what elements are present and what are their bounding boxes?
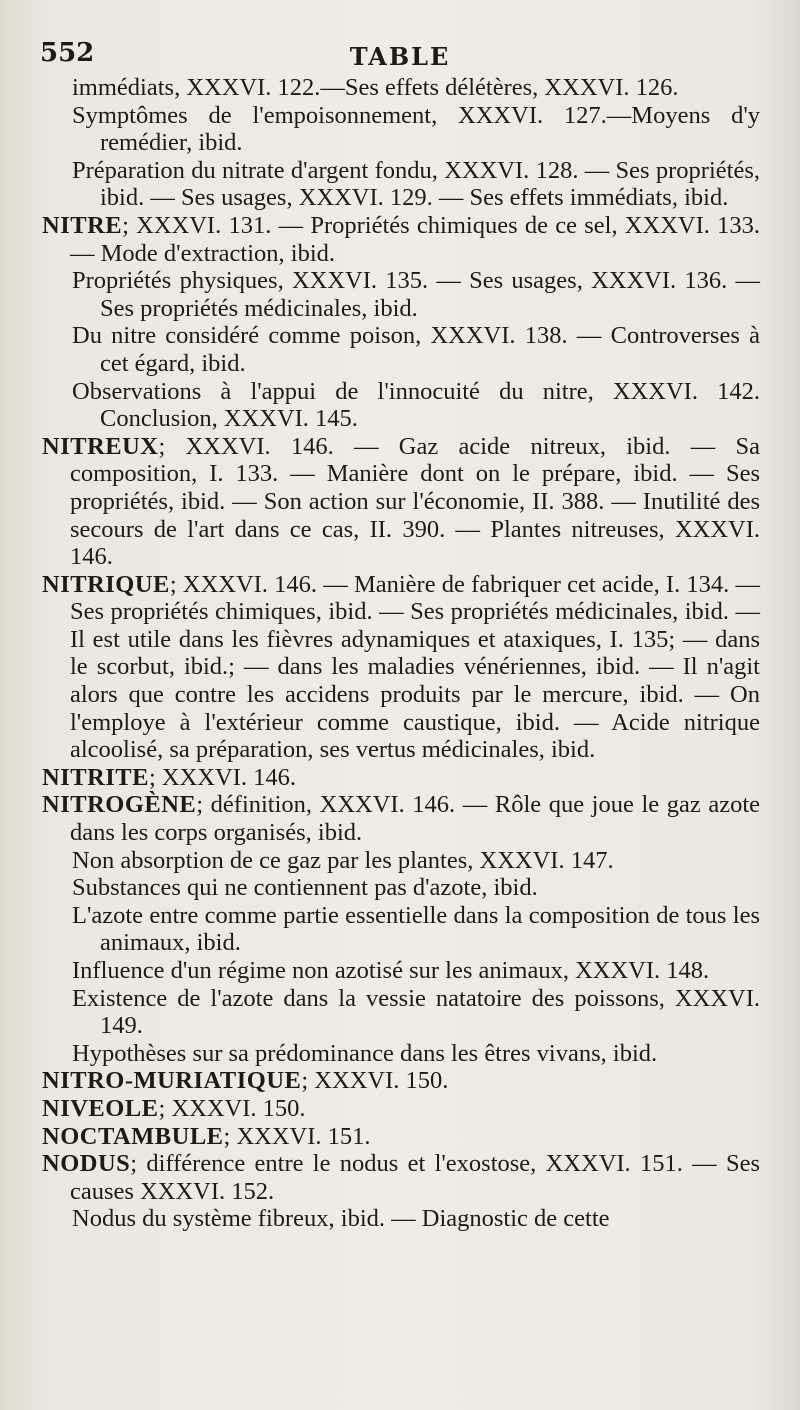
- entry-text: Préparation du nitrate d'argent fondu, XXXVI. 128. — Ses propriétés, ibid. — Ses usages, XXXVI. 129. — Ses effets immédiats, ibid.: [72, 156, 760, 212]
- index-sub-entry: [42, 102, 760, 157]
- index-sub-entry: [42, 1040, 760, 1068]
- entry-headword: NITRITE: [42, 763, 149, 791]
- index-sub-entry: [42, 874, 760, 902]
- index-main-entry: [42, 1095, 760, 1123]
- index-main-entry: [42, 1123, 760, 1151]
- index-sub-entry: [42, 157, 760, 212]
- entry-headword: NITROGÈNE: [42, 791, 197, 819]
- index-sub-entry: [42, 267, 760, 322]
- entry-text: Existence de l'azote dans la vessie natatoire des poissons, XXXVI. 149.: [72, 984, 760, 1040]
- index-sub-entry: [42, 378, 760, 433]
- index-sub-entry: [42, 847, 760, 875]
- entry-text: Observations à l'appui de l'innocuité du nitre, XXXVI. 142. Conclusion, XXXVI. 145.: [72, 377, 760, 433]
- entry-headword: NOCTAMBULE: [42, 1122, 224, 1150]
- index-entries: [42, 74, 760, 1233]
- index-sub-entry: [42, 322, 760, 377]
- entry-text: ; XXXVI. 146. — Manière de fabriquer cet acide, I. 134. — Ses propriétés chimiques, ibid. — Ses propriétés médicinales, ibid. — Il est utile dans les fièvres adynamiques et ataxiques, I. 135; — dans le scorbut, ibid.; — dans les maladies vénériennes, ibid. — Il n'agit alors que contre les accidens produits par le mercure, ibid. — On l'employe à l'extérieur comme caustique, ibid. — Acide nitrique alcoolisé, sa préparation, ses vertus médicinales, ibid.: [70, 570, 760, 764]
- entry-text: ; XXXVI. 146. — Gaz acide nitreux, ibid. — Sa composition, I. 133. — Manière dont on le prépare, ibid. — Ses propriétés, ibid. — Son action sur l'économie, II. 388. — Inutilité des secours de l'art dans ce cas, II. 390. — Plantes nitreuses, XXXVI. 146.: [70, 432, 760, 571]
- entry-headword: NITRO-MURIATIQUE: [42, 1067, 302, 1095]
- entry-text: Nodus du système fibreux, ibid. — Diagnostic de cette: [72, 1205, 610, 1233]
- index-main-entry: [42, 571, 760, 764]
- entry-text: ; différence entre le nodus et l'exostose, XXXVI. 151. — Ses causes XXXVI. 152.: [70, 1150, 760, 1205]
- entry-text: Symptômes de l'empoisonnement, XXXVI. 127.—Moyens d'y remédier, ibid.: [72, 101, 760, 157]
- entry-text: ; XXXVI. 146.: [148, 763, 296, 791]
- index-sub-entry: [42, 957, 760, 985]
- entry-text: L'azote entre comme partie essentielle dans la composition de tous les animaux, ibid.: [72, 901, 760, 957]
- entry-text: Propriétés physiques, XXXVI. 135. — Ses usages, XXXVI. 136. — Ses propriétés médicinales, ibid.: [72, 267, 760, 322]
- index-main-entry: [42, 764, 760, 792]
- entry-text: Influence d'un régime non azotisé sur les animaux, XXXVI. 148.: [72, 957, 710, 984]
- running-title: TABLE: [349, 42, 451, 71]
- entry-text: Substances qui ne contiennent pas d'azote, ibid.: [72, 874, 538, 902]
- index-main-entry: [42, 433, 760, 571]
- entry-headword: NITRIQUE: [42, 570, 170, 598]
- entry-text: ; définition, XXXVI. 146. — Rôle que joue le gaz azote dans les corps organisés, ibid.: [70, 791, 760, 847]
- entry-headword: NITREUX: [42, 432, 159, 460]
- entry-headword: NODUS: [42, 1150, 131, 1178]
- index-main-entry: [42, 791, 760, 846]
- index-sub-entry: [42, 902, 760, 957]
- entry-text: ; XXXVI. 151.: [223, 1122, 371, 1150]
- entry-headword: NIVEOLE: [42, 1094, 159, 1122]
- index-main-entry: [42, 1150, 760, 1205]
- index-main-entry: [42, 212, 760, 267]
- entry-text: immédiats, XXXVI. 122.—Ses effets délétères, XXXVI. 126.: [72, 74, 679, 101]
- index-sub-entry: [42, 985, 760, 1040]
- page-number: 552: [40, 38, 95, 68]
- entry-headword: NITRE: [42, 211, 123, 239]
- index-sub-entry: [42, 1205, 760, 1233]
- entry-text: Non absorption de ce gaz par les plantes, XXXVI. 147.: [72, 846, 614, 874]
- entry-text: ; XXXVI. 150.: [301, 1067, 449, 1095]
- entry-text: Du nitre considéré comme poison, XXXVI. 138. — Controverses à cet égard, ibid.: [72, 322, 760, 377]
- entry-text: ; XXXVI. 131. — Propriétés chimiques de ce sel, XXXVI. 133. — Mode d'extraction, ibid.: [70, 211, 760, 267]
- index-main-entry: [42, 1067, 760, 1095]
- index-sub-entry: [42, 74, 760, 102]
- entry-text: ; XXXVI. 150.: [158, 1094, 306, 1122]
- entry-text: Hypothèses sur sa prédominance dans les êtres vivans, ibid.: [72, 1039, 658, 1067]
